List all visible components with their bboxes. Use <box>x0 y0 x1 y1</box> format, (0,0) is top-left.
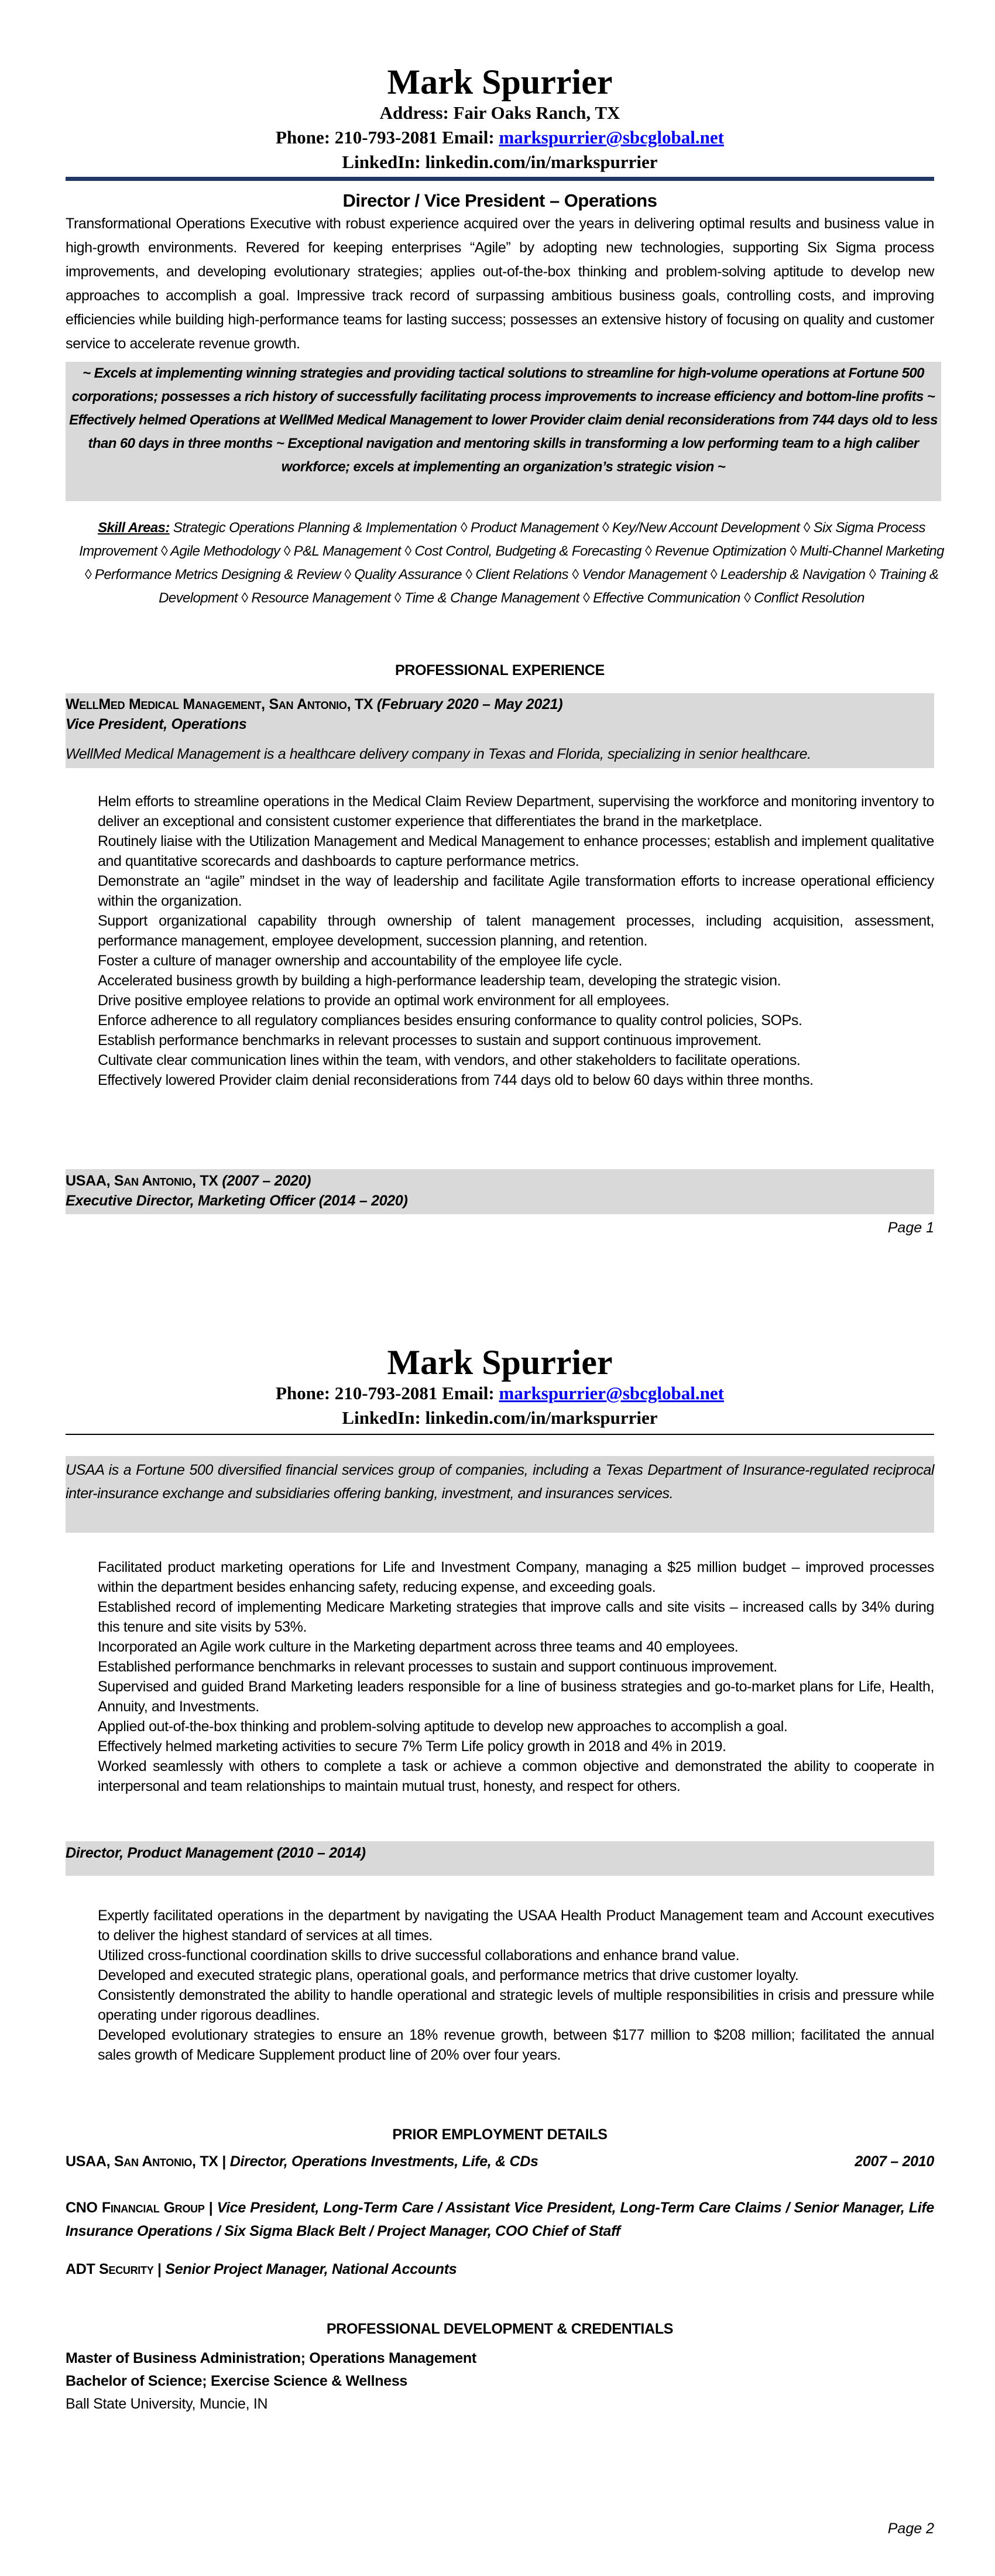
job-dates: (2007 – 2020) <box>218 1173 311 1189</box>
bullet-item: Cultivate clear communication lines within the team, with vendors, and other stakeholders to facilitate operations. <box>98 1052 801 1068</box>
bullet-item: Expertly facilitated operations in the department by navigating the USAA Health Product Management team and Account executives to deliver the highest standard of services at all times. <box>98 1907 934 1944</box>
bullet-item: Support organizational capability through ownership of talent management processes, including acquisition, assessment, performance management, employee development, succession planning, and retention. <box>98 913 934 949</box>
bullet-item: Applied out-of-the-box thinking and problem-solving aptitude to develop new approaches to accomplish a goal. <box>98 1718 788 1735</box>
separator: | <box>153 2261 166 2277</box>
company-name: WellMed Medical Management, San Antonio, TX <box>66 696 373 712</box>
email-link[interactable]: markspurrier@sbcglobal.net <box>499 1383 724 1403</box>
job-title: Director, Product Management (2010 – 2014) <box>66 1845 366 1861</box>
job-title: Vice President, Operations <box>66 716 247 732</box>
bullet-item: Supervised and guided Brand Marketing leaders responsible for a line of business strategies and go-to-market plans for Life, Health, Annuity, and Investments. <box>98 1678 934 1715</box>
job-title: Vice President, Long-Term Care / Assistant Vice President, Long-Term Care Claims / Senior Manager, Life Insurance Operations / Six Sigma Black Belt / Project Manager, COO Chief of Staff <box>66 2200 934 2239</box>
candidate-name: Mark Spurrier <box>387 1343 613 1382</box>
phone: Phone: 210-793-2081 Email: <box>276 1383 499 1403</box>
usaa-bullets <box>66 1557 934 1796</box>
prior-job <box>66 2196 934 2243</box>
bullet-item: Drive positive employee relations to provide an optimal work environment for all employees. <box>98 992 670 1009</box>
job-title: Director, Operations Investments, Life, & CDs <box>229 2153 538 2170</box>
company-description: WellMed Medical Management is a healthcare delivery company in Texas and Florida, specializing in senior healthcare. <box>66 746 811 762</box>
bullet-item: Consistently demonstrated the ability to handle operational and strategic levels of multiple responsibilities in crisis and pressure while operating under rigorous deadlines. <box>98 1987 934 2023</box>
bullet-item: Helm efforts to streamline operations in the Medical Claim Review Department, supervising the workforce and monitoring inventory to deliver an exceptional and consistent customer experience that differentiates the brand in the marketplace. <box>98 793 934 830</box>
company-name: CNO Financial Group <box>66 2200 205 2216</box>
skill-areas-list: Strategic Operations Planning & Implementation ◊ Product Management ◊ Key/New Account Development ◊ Six Sigma Process Improvement ◊ Agile Methodology ◊ P&L Management ◊ Cost Control, Budgeting & Forecasting ◊ Revenue Optimization ◊ Multi-Channel Marketing ◊ Performance Metrics Designing & Review ◊ Quality Assurance ◊ Client Relations ◊ Vendor Management ◊ Leadership & Navigation ◊ Training & Development ◊ Resource Management ◊ Time & Change Management ◊ Effective Communication ◊ Conflict Resolution <box>79 520 944 606</box>
prior-job <box>66 2258 934 2281</box>
bullet-item: Effectively lowered Provider claim denial reconsiderations from 744 days old to below 60 days within three months. <box>98 1072 814 1088</box>
job-title: Senior Project Manager, National Accounts <box>165 2261 457 2277</box>
separator: | <box>218 2153 230 2170</box>
bullet-item: Established record of implementing Medicare Marketing strategies that improve calls and site visits – increased calls by 34% during this tenure and site visits by 53%. <box>98 1599 934 1635</box>
prior-job <box>66 2150 934 2173</box>
summary: Transformational Operations Executive with robust experience acquired over the years in delivering optimal results and business value in high-growth environments. Revered for keeping enterprises “Agile” by adopting new technologies, supporting Six Sigma process improvements, and developing evolutionary strategies; applies out-of-the-box thinking and problem-solving aptitude to develop new approaches to accomplish a goal. Impressive track record of surpassing ambitious business goals, controlling costs, and improving efficiencies while building high-performance teams for lasting success; possesses an extensive history of focusing on quality and customer service to accelerate revenue growth. <box>66 215 934 352</box>
section-heading-prior: PRIOR EMPLOYMENT DETAILS <box>392 2126 608 2143</box>
resume-header-page2 <box>66 1344 934 1430</box>
headline: Director / Vice President – Operations <box>342 190 657 211</box>
highlights-box: ~ Excels at implementing winning strategies and providing tactical solutions to streamline for high-volume operations at Fortune 500 corporations; possesses a rich history of successfully facilitating process improvements to increase efficiency and bottom-line profits ~ Effectively helmed Operations at WellMed Medical Management to lower Provider claim denial reconsiderations from 744 days old to less than 60 days in three months ~ Exceptional navigation and mentoring skills in transforming a low performing team to a high caliber workforce; excels at implementing an organization’s strategic vision ~ <box>66 362 941 501</box>
bullet-item: Accelerated business growth by building a high-performance leadership team, developing the strategic vision. <box>98 972 781 989</box>
header-divider <box>66 1434 934 1435</box>
skill-areas <box>66 516 958 610</box>
resume-header <box>66 63 934 174</box>
bullet-item: Facilitated product marketing operations for Life and Investment Company, managing a $25 million budget – improved processes within the department besides enhancing safety, reducing expense, and exceeding goals. <box>98 1559 934 1595</box>
bullet-item: Established performance benchmarks in relevant processes to sustain and support continuous improvement. <box>98 1659 777 1675</box>
linkedin: LinkedIn: linkedin.com/in/markspurrier <box>342 1407 658 1428</box>
job-dates: 2007 – 2010 <box>855 2153 934 2170</box>
bullet-item: Incorporated an Agile work culture in the Marketing department across three teams and 40 employees. <box>98 1639 739 1655</box>
bullet-item: Effectively helmed marketing activities to secure 7% Term Life policy growth in 2018 and 4% in 2019. <box>98 1738 726 1755</box>
candidate-name: Mark Spurrier <box>387 63 613 101</box>
phone-email <box>66 1381 934 1406</box>
degree: Bachelor of Science; Exercise Science & Wellness <box>66 2373 408 2389</box>
job-header-wellmed <box>66 693 934 768</box>
bullet-item: Developed and executed strategic plans, operational goals, and performance metrics that drive customer loyalty. <box>98 1967 799 1984</box>
job-header-usaa <box>66 1169 934 1214</box>
bullet-item: Demonstrate an “agile” mindset in the way of leadership and facilitate Agile transformation efforts to increase operational efficiency within the organization. <box>98 873 934 909</box>
phone-email <box>66 125 934 150</box>
usaa-director-bullets <box>66 1906 934 2065</box>
job-header-usaa-director <box>66 1841 934 1876</box>
section-heading-education: PROFESSIONAL DEVELOPMENT & CREDENTIALS <box>326 2321 674 2337</box>
bullet-item: Foster a culture of manager ownership and accountability of the employee life cycle. <box>98 953 623 969</box>
wellmed-bullets <box>66 792 934 1090</box>
job-dates: (February 2020 – May 2021) <box>373 696 563 712</box>
bullet-item: Utilized cross-functional coordination skills to drive successful collaborations and enhance brand value. <box>98 1947 740 1964</box>
bullet-item: Worked seamlessly with others to complete a task or achieve a common objective and demonstrated the ability to cooperate in interpersonal and team relationships to maintain mutual trust, honesty, and respect for others. <box>98 1758 934 1794</box>
school: Ball State University, Muncie, IN <box>66 2396 268 2412</box>
skill-areas-label: Skill Areas: <box>98 520 170 536</box>
header-divider <box>66 177 934 181</box>
page-number: Page 1 <box>887 1220 934 1236</box>
separator: | <box>204 2200 217 2216</box>
company-name: USAA, San Antonio, TX <box>66 1173 218 1189</box>
section-heading-experience: PROFESSIONAL EXPERIENCE <box>395 662 605 679</box>
email-link[interactable]: markspurrier@sbcglobal.net <box>499 127 724 148</box>
company-name: ADT Security <box>66 2261 154 2277</box>
page-number: Page 2 <box>887 2520 934 2537</box>
phone: Phone: 210-793-2081 Email: <box>276 127 499 148</box>
linkedin: LinkedIn: linkedin.com/in/markspurrier <box>342 152 658 172</box>
education-list <box>66 2347 934 2416</box>
bullet-item: Routinely liaise with the Utilization Management and Medical Management to enhance processes; establish and implement qualitative and quantitative scorecards and dashboards to capture performance metrics. <box>98 833 934 869</box>
company-name: USAA, San Antonio, TX <box>66 2153 218 2170</box>
bullet-item: Developed evolutionary strategies to ensure an 18% revenue growth, between $177 million to $208 million; facilitated the annual sales growth of Medicare Supplement product line of 20% over four years. <box>98 2027 934 2063</box>
bullet-item: Establish performance benchmarks in relevant processes to sustain and support continuous improvement. <box>98 1032 761 1049</box>
company-description-usaa: USAA is a Fortune 500 diversified financial services group of companies, including a Texas Department of Insurance-regulated reciprocal inter-insurance exchange and subsidiaries offering banking, investment, and insurances services. <box>66 1456 934 1533</box>
address: Address: Fair Oaks Ranch, TX <box>379 102 620 123</box>
bullet-item: Enforce adherence to all regulatory compliances besides ensuring conformance to quality control policies, SOPs. <box>98 1012 802 1029</box>
job-title: Executive Director, Marketing Officer (2014 – 2020) <box>66 1193 408 1209</box>
degree: Master of Business Administration; Operations Management <box>66 2350 476 2366</box>
